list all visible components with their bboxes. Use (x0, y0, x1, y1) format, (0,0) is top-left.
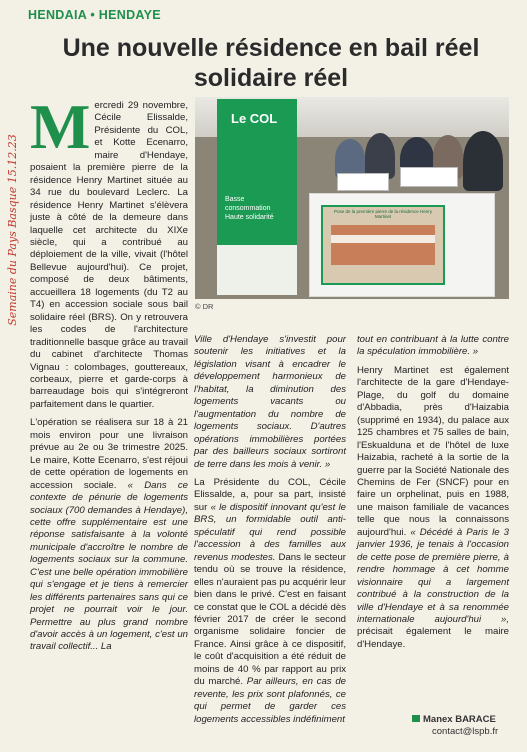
quote-paragraph: Ville d'Hendaye s'investit pour soutenir les initiatives et la législation visant à encadrer le développement harmonieux de l'habitat, la diminution des logements vacants ou l'augmentation du nombre de logements sociaux. D'autres opérations immobilières portées par des bailleurs sociaux sortiront de terre dans les mois à venir. » (194, 334, 346, 470)
drop-cap: M (30, 91, 91, 162)
paragraph (30, 91, 188, 411)
person-figure (463, 131, 503, 191)
article-photo (195, 97, 509, 299)
paragraph (30, 417, 188, 654)
paragraph-text: ercredi 29 novembre, Cécile Elissalde, Présidente du COL, et Kotte Ecenarro, maire d'Hendaye, posaient la première pierre de la résidence Henry Martinet située au 34 rue du boulevard Leclerc. La résidence Henry Martinet s'élèvera juste à côté de la demeure dans laquelle cet architecte du XIXe siècle, qui a contribué au déploiement de la ville, vivait (l'hôtel Bellevue aujourd'hui). Ce projet, composé de deux bâtiments, accueillera 18 logements (du T2 au T4) en accession sociale sous bail solidaire réel (BRS). On y retrouvera les codes de l'architecture traditionnelle basque grâce au travail du cabinet d'architecte Thomas Vignau : colombages, gouttereaux, corbeaux, pierre et garde-corps à barreaudage bois qui s'intégreront parfaitement dans le quartier. (30, 100, 188, 410)
photo-credit: © DR (195, 302, 214, 311)
paragraph (194, 477, 346, 726)
white-box (337, 173, 389, 191)
paragraph-text: précisait également le maire d'Hendaye. (357, 626, 509, 650)
col-banner (217, 99, 297, 295)
project-poster (321, 205, 445, 285)
home-icon (412, 715, 420, 722)
banner-slogan: Basse consommation Haute solidarité (225, 196, 274, 221)
quote-text: « le dispositif innovant qu'est le BRS, un formidable outil anti-spéculatif qui rend possible l'accession à des familles aux revenus modestes. (194, 501, 346, 563)
banner-bottom (217, 245, 297, 295)
headline: Une nouvelle résidence en bail réel solidaire réel (62, 34, 480, 92)
quote-text: « Dans ce contexte de pénurie de logements sociaux (700 demandes à Hendaye), cette offre supplémentaire est une réponse satisfaisante à la volonté municipale d'accroître le nombre de logements sociaux sur la commune. C'est une belle opération immobilière qui s'engage et je tiens à remercier les différents partenaires sans qui ce projet ne pourrait voir le jour. Permettre au plus grand nombre d'avoir accès à un logement, c'est un travail collectif... La (30, 479, 188, 653)
paragraph-text: Henry Martinet est également l'architecte de la gare d'Hendaye-Plage, du golf du domaine d'Abbadia, près d'Haizabia (supprimé en 1934), du palace aux 125 chambres et 75 salles de bain, l'Eskualduna et de l'hôtel de luxe Haizabia, racheté à la sortie de la guerre par la Société Nationale des Chemins de Fer (SNCF) pour en faire un orphelinat, puis en 1988, une maison familiale de vacances telle que nous la connaissons aujourd'hui. (357, 364, 509, 538)
author-name: Manex BARACE (423, 714, 496, 725)
quote-text: Par ailleurs, en cas de revente, les prix sont plafonnés, ce qui permet de garder ces logements accessibles indéfiniment (194, 676, 346, 725)
poster-title: Pose de la première pierre de la résidence Henry Martinet (333, 209, 433, 219)
paragraph-text: L'opération se réalisera sur 18 à 21 mois environ pour une livraison prévue au 2e ou 3e trimestre 2025. Le maire, Kotte Ecenarro, s'est réjoui de cette opération de logements en accession sociale. (30, 417, 188, 491)
article-column-3 (357, 334, 509, 657)
quote-paragraph: tout en contribuant à la lutte contre la spéculation immobilière. » (357, 334, 509, 358)
article-column-2 (194, 334, 346, 732)
col-logo: Le COL (231, 111, 278, 126)
article-column-1 (30, 91, 188, 660)
handwritten-note: Semaine du Pays Basque 15.12.23 (6, 134, 19, 326)
paragraph (357, 365, 509, 651)
quote-text: « Décédé à Paris le 3 janvier 1936, je tenais à l'occasion de cette pose de première pierre, à rendre hommage à cet homme visionnaire qui a largement contribué à la construction de la ville d'Hendaye et à sa renommée internationale aujourd'hui », (357, 526, 509, 625)
paragraph-text: Dans le secteur tendu où se trouve la résidence, elles n'auraient pas pu acquérir leur bien dans le privé. C'est en faisant ce constat que le COL a décidé dès février 2017 de créer le second organisme solidaire foncier de France. Ainsi grâce à ce dispositif, le coût d'acquisition a été réduit de moins de 40 % par rapport au prix du marché. (194, 551, 347, 688)
byline (412, 714, 496, 725)
white-box (400, 167, 458, 187)
section-tag: HENDAIA • HENDAYE (28, 8, 161, 22)
building-render (331, 225, 435, 265)
paragraph-text: La Présidente du COL, Cécile Elissalde, a, pour sa part, insisté sur (194, 476, 346, 513)
author-email: contact@lspb.fr (432, 726, 499, 737)
